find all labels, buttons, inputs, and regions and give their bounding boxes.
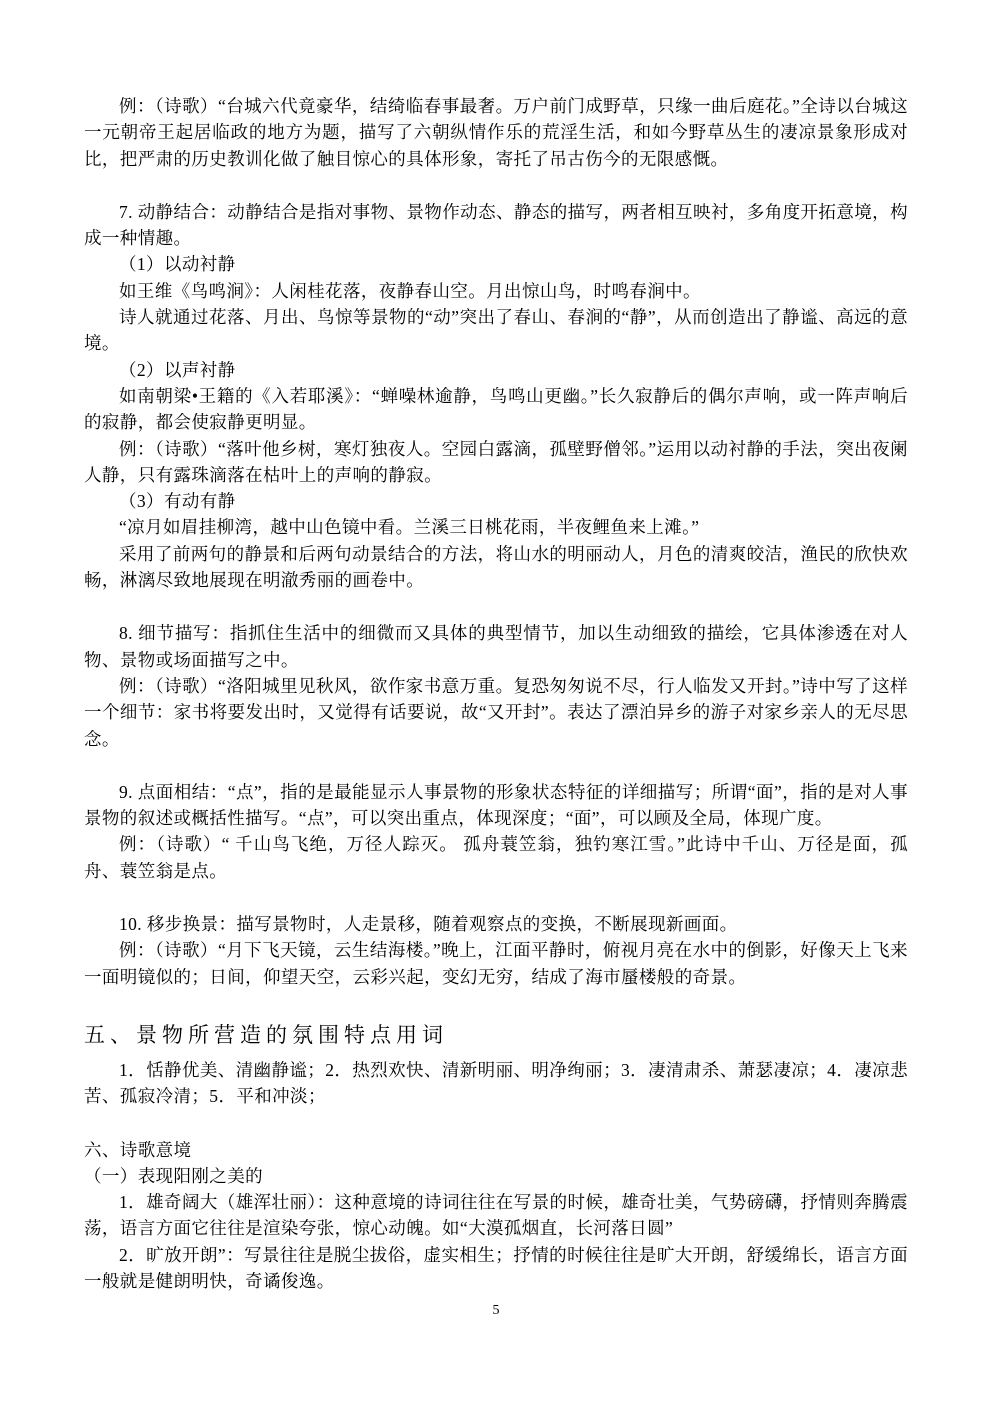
paragraph-item-10-yibu: 10. 移步换景：描写景物时，人走景移，随着观察点的变换，不断展现新画面。 bbox=[119, 914, 738, 935]
section-heading-six-yijing: 六、诗歌意境 bbox=[84, 1139, 192, 1160]
paragraph-item-9-dianmian: 9. 点面相结：“点”，指的是最能显示人事景物的形象状态特征的详细描写；所谓“面”，指的是对人事景物的叙述或概括性描写。“点”，可以突出重点，体现深度；“面”，可以顾及全局，体现广度。 bbox=[84, 781, 908, 829]
paragraph-sub-2-yishengchenjing: （2）以声衬静 bbox=[119, 359, 236, 380]
paragraph-atmosphere-word-list: 1．恬静优美、清幽静谧；2．热烈欢快、清新明丽、明净绚丽；3．凄清肃杀、萧瑟凄凉；4．凄凉悲苦、孤寂冷清；5．平和冲淡； bbox=[84, 1059, 908, 1107]
paragraph-example-jiangxue: 例：（诗歌）“ 千山鸟飞绝，万径人踪灭。 孤舟蓑笠翁，独钓寒江雪。”此诗中千山、万径是面，孤舟、蓑笠翁是点。 bbox=[84, 834, 908, 881]
paragraph-yijing-type-2: 2．旷放开朗”：写景往往是脱尘拔俗，虚实相生；抒情的时候往往是旷大开朗，舒缓绵长，语言方面一般就是健朗明快，奇谲俊逸。 bbox=[84, 1244, 908, 1291]
paragraph-example-yuexia: 例：（诗歌）“月下飞天镜，云生结海楼。”晚上，江面平静时，俯视月亮在水中的倒影，好像天上飞来一面明镜似的；日间，仰望天空，云彩兴起，变幻无穷，结成了海市蜃楼般的奇景。 bbox=[84, 940, 908, 987]
blank-line bbox=[84, 593, 908, 620]
paragraph-example-luoye: 例：（诗歌）“落叶他乡树，寒灯独夜人。空园白露滴，孤壁野僧邻。”运用以动衬静的手法，突出夜阑人静，只有露珠滴落在枯叶上的声响的静寂。 bbox=[84, 438, 908, 485]
paragraph-niaomingjian-quote: 如王维《鸟鸣涧》：人闲桂花落，夜静春山空。月出惊山鸟，时鸣春涧中。 bbox=[119, 280, 701, 301]
subsection-heading-yanggang: （一）表现阳刚之美的 bbox=[84, 1165, 263, 1186]
paragraph-niaomingjian-analysis: 诗人就通过花落、月出、鸟惊等景物的“动”突出了春山、春涧的“静”，从而创造出了静谧、高远的意境。 bbox=[84, 307, 908, 354]
paragraph-sub-3-youdongyoujing: （3）有动有静 bbox=[119, 491, 236, 512]
paragraph-lanxi-quote: “凉月如眉挂柳湾，越中山色镜中看。兰溪三日桃花雨，半夜鲤鱼来上滩。” bbox=[119, 517, 700, 538]
paragraph-example-luoyang: 例：（诗歌）“洛阳城里见秋风，欲作家书意万重。复恐匆匆说不尽，行人临发又开封。”诗中写了这样一个细节：家书将要发出时，又觉得有话要说，故“又开封”。表达了漂泊异乡的游子对家乡亲人的无尽思念。 bbox=[84, 675, 908, 749]
document-body bbox=[84, 93, 908, 1294]
blank-line bbox=[84, 990, 908, 1017]
section-heading-five-atmosphere-words: 五、景物所营造的氛围特点用词 bbox=[84, 1022, 448, 1047]
paragraph-item-8-xijie: 8. 细节描写：指抓住生活中的细微而又具体的典型情节，加以生动细致的描绘，它具体渗透在对人物、景物或场面描写之中。 bbox=[84, 623, 908, 670]
blank-line bbox=[84, 1110, 908, 1137]
paragraph-yijing-type-1: 1．雄奇阔大（雄浑壮丽）：这种意境的诗词往往在写景的时候，雄奇壮美，气势磅礴，抒情则奔腾震荡，语言方面它往往是渲染夸张，惊心动魄。如“大漠孤烟直，长河落日圆” bbox=[84, 1192, 908, 1239]
page-number: 5 bbox=[492, 1303, 500, 1318]
paragraph-item-7-dongjing: 7. 动静结合：动静结合是指对事物、景物作动态、静态的描写，两者相互映衬，多角度开拓意境，构成一种情趣。 bbox=[84, 201, 908, 249]
blank-line bbox=[84, 172, 908, 199]
blank-line bbox=[84, 884, 908, 911]
paragraph-lanxi-analysis: 采用了前两句的静景和后两句动景结合的方法，将山水的明丽动人，月色的清爽皎洁，渔民的欣快欢畅，淋漓尽致地展现在明澈秀丽的画卷中。 bbox=[84, 543, 908, 591]
paragraph-example-taicheng: 例：（诗歌）“台城六代竟豪华，结绮临春事最奢。万户前门成野草，只缘一曲后庭花。”全诗以台城这一元朝帝王起居临政的地方为题，描写了六朝纵情作乐的荒淫生活，和如今野草丛生的凄凉景象形成对比，把严肃的历史教训化做了触目惊心的具体形象，寄托了吊古伤今的无限感慨。 bbox=[84, 96, 908, 169]
paragraph-ruoyexi-quote: 如南朝梁•王籍的《入若耶溪》：“蝉噪林逾静，鸟鸣山更幽。”长久寂静后的偶尔声响，或一阵声响后的寂静，都会使寂静更明显。 bbox=[84, 385, 908, 433]
blank-line bbox=[84, 752, 908, 779]
paragraph-sub-1-yidongchenjing: （1）以动衬静 bbox=[119, 254, 236, 275]
